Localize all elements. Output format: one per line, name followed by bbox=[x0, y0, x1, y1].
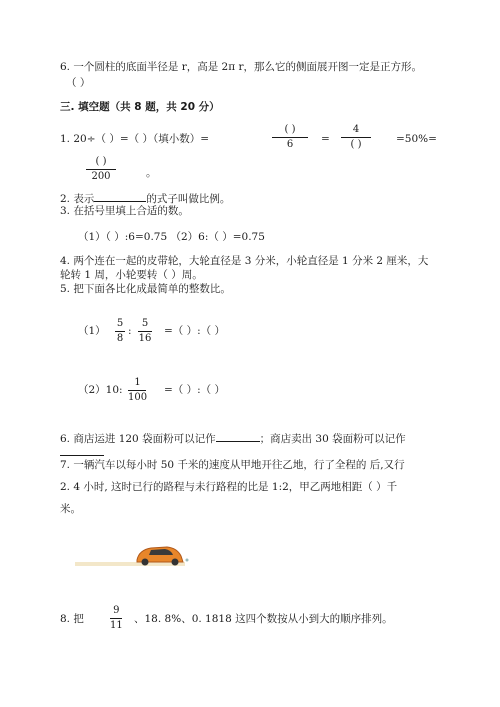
q7-line2: 2. 4 小时, 这时已行的路程与未行路程的比是 1:2，甲乙两地相距（ ）千 bbox=[60, 481, 398, 493]
q5-1-colon: : bbox=[128, 325, 132, 337]
q1-end: 。 bbox=[146, 167, 157, 179]
fraction-bar bbox=[115, 331, 125, 332]
q1-equals: = bbox=[321, 133, 330, 145]
exhaust-dot bbox=[186, 559, 189, 562]
q5-1-label: （1） bbox=[78, 325, 106, 337]
answer-blank[interactable] bbox=[94, 190, 146, 202]
car-wheel-rear bbox=[172, 559, 179, 566]
q5-1-answer[interactable]: =（ ）:（ ） bbox=[164, 325, 226, 337]
fraction-numerator: 5 bbox=[141, 318, 149, 329]
q3-parts[interactable]: （1）（ ）:6=0.75 （2）6:（ ）=0.75 bbox=[78, 231, 265, 243]
q6-line bbox=[60, 430, 406, 446]
q8-text: 、18. 8%、0. 1818 这四个数按从小到大的顺序排列。 bbox=[134, 613, 393, 625]
q1-fraction-2[interactable] bbox=[341, 124, 371, 151]
fraction-numerator: 4 bbox=[352, 124, 360, 135]
q7-line1: 7. 一辆汽车以每小时 50 千米的速度从甲地开往乙地，行了全程的 后,又行 bbox=[60, 459, 405, 471]
tf-answer-blank[interactable]: （ ） bbox=[66, 77, 91, 89]
fraction-numerator: ( ) bbox=[95, 156, 107, 167]
fraction-denominator: 16 bbox=[138, 333, 152, 344]
car-illustration bbox=[75, 538, 195, 570]
q4-line2: 轮转 1 周，小轮要转（ ）周。 bbox=[60, 269, 203, 281]
q2-prefix: 2. 表示 bbox=[60, 193, 95, 205]
q6-part-b: ；商店卖出 30 袋面粉可以记作 bbox=[259, 433, 406, 445]
fraction-bar bbox=[138, 331, 152, 332]
answer-blank[interactable] bbox=[60, 444, 104, 456]
q4-line1: 4. 两个连在一起的皮带轮，大轮直径是 3 分米，小轮直径是 1 分米 2 厘米，大 bbox=[60, 255, 429, 267]
fraction-denominator: ( ) bbox=[350, 139, 362, 150]
fraction-bar bbox=[272, 137, 308, 138]
fraction-denominator: 100 bbox=[128, 392, 148, 403]
q1-lead: 1. 20÷（ ）=（ ）（填小数）= bbox=[60, 133, 210, 145]
q5-1-fraction-a bbox=[115, 318, 125, 345]
q5-text: 5. 把下面各比化成最简单的整数比。 bbox=[60, 283, 231, 295]
answer-blank[interactable] bbox=[216, 430, 260, 442]
fraction-denominator: 8 bbox=[116, 333, 124, 344]
fraction-denominator: 200 bbox=[91, 171, 111, 182]
car-wheel-front bbox=[142, 559, 149, 566]
q6-part-a: 6. 商店运进 120 袋面粉可以记作 bbox=[60, 433, 216, 445]
q1-tail: =50%= bbox=[396, 133, 437, 145]
q8-fraction bbox=[110, 605, 123, 632]
fraction-numerator: 1 bbox=[134, 377, 141, 388]
q1-fraction-3[interactable] bbox=[86, 156, 116, 183]
q1-fraction-1[interactable] bbox=[272, 124, 308, 151]
road-stripe bbox=[75, 562, 185, 566]
fraction-numerator: 9 bbox=[113, 605, 120, 616]
q5-2-fraction bbox=[128, 377, 147, 404]
fraction-bar bbox=[110, 618, 122, 619]
fraction-bar bbox=[128, 390, 146, 391]
q8-prefix: 8. 把 bbox=[60, 613, 84, 625]
q2-suffix: 的式子叫做比例。 bbox=[146, 193, 231, 205]
q3-text: 3. 在括号里填上合适的数。 bbox=[60, 205, 189, 217]
fraction-bar bbox=[86, 169, 116, 170]
fraction-denominator: 11 bbox=[110, 620, 123, 631]
fraction-numerator: 5 bbox=[116, 318, 124, 329]
q5-1-fraction-b bbox=[138, 318, 152, 345]
section-title: 三. 填空题（共 8 题，共 20 分） bbox=[60, 101, 220, 113]
fraction-numerator: ( ) bbox=[284, 124, 296, 135]
tf-question-6: 6. 一个圆柱的底面半径是 r，高是 2π r，那么它的侧面展开图一定是正方形。 bbox=[60, 61, 422, 73]
fraction-denominator: 6 bbox=[286, 139, 294, 150]
q5-2-label: （2）10: bbox=[78, 384, 123, 396]
q7-line3: 米。 bbox=[60, 503, 81, 515]
q5-2-answer[interactable]: =（ ）:（ ） bbox=[164, 384, 226, 396]
fraction-bar bbox=[341, 137, 371, 138]
